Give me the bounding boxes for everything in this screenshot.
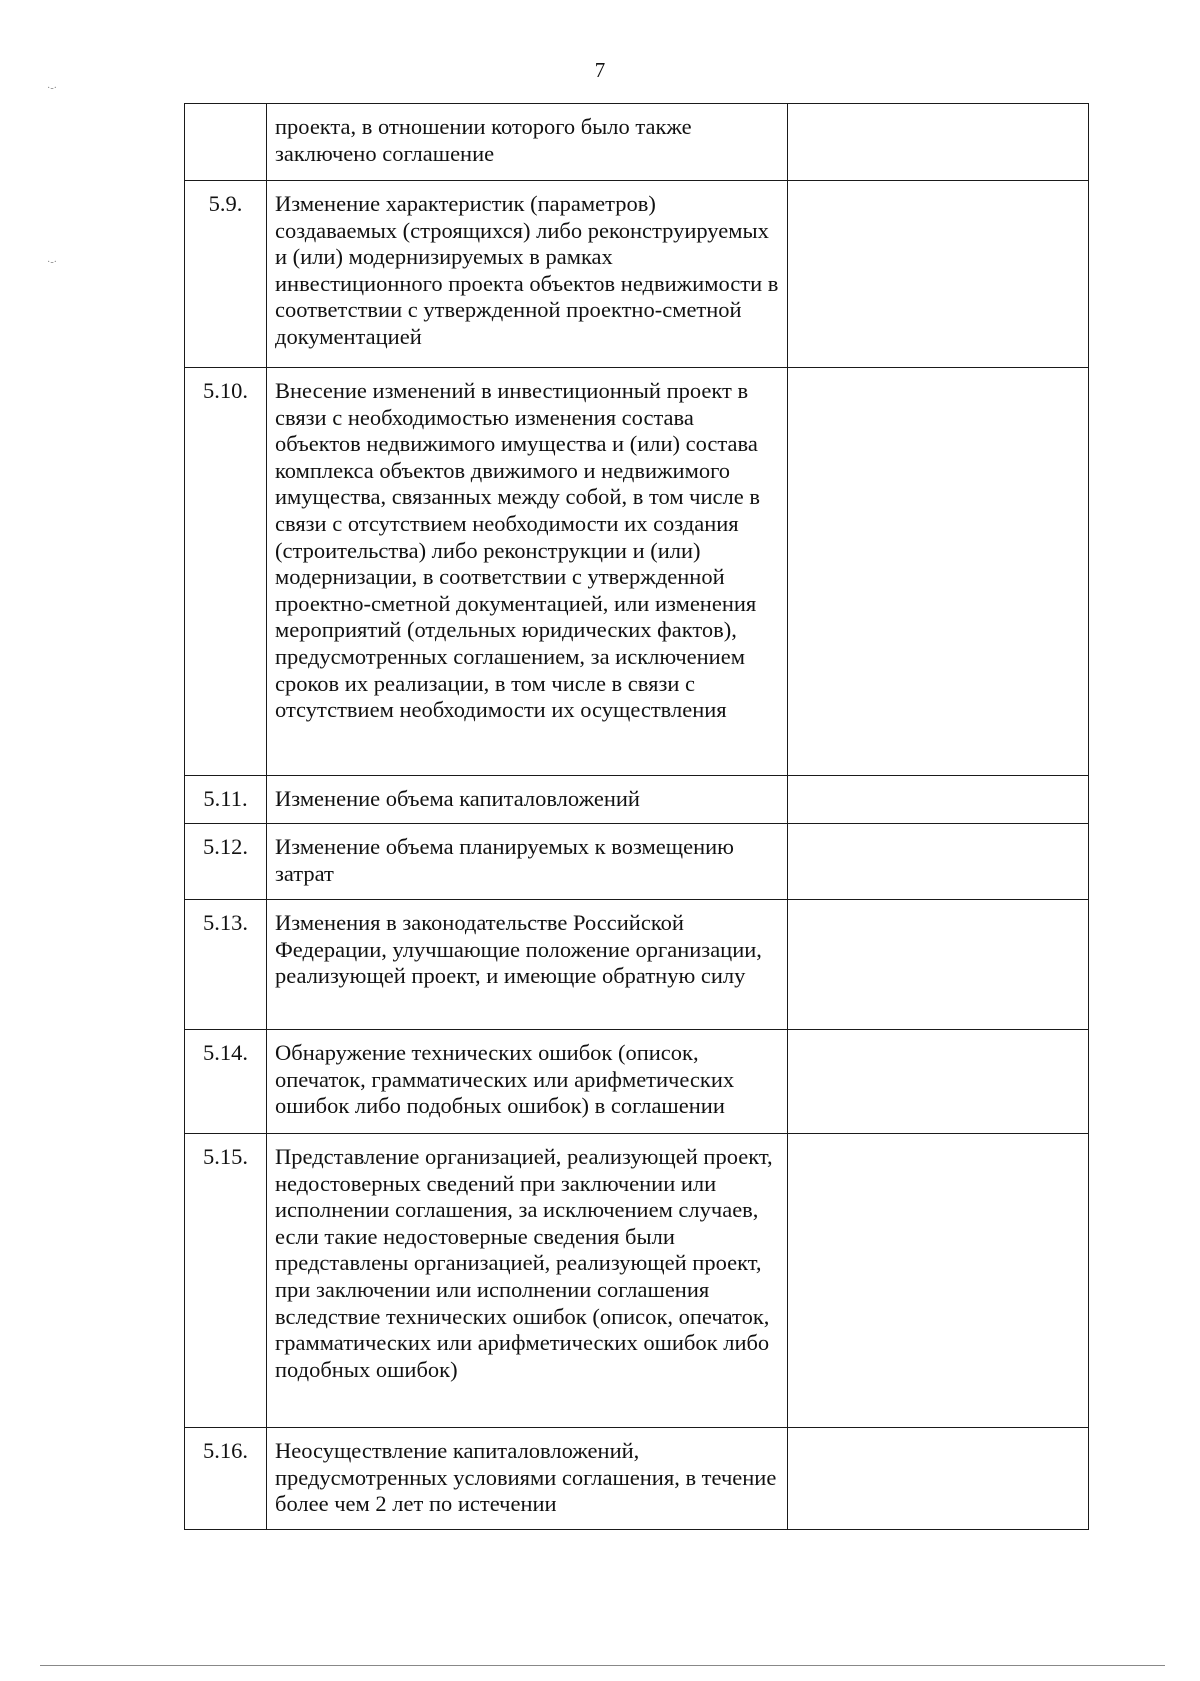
table-row <box>185 181 1089 368</box>
row-empty-cell <box>788 900 1089 1030</box>
row-empty-cell <box>788 1428 1089 1530</box>
row-text: Изменение объема планируемых к возмещению затрат <box>267 824 788 900</box>
row-number: 5.11. <box>185 776 267 824</box>
row-empty-cell <box>788 824 1089 900</box>
row-number: 5.16. <box>185 1428 267 1530</box>
row-empty-cell <box>788 1134 1089 1428</box>
row-text: Обнаружение технических ошибок (описок, опечаток, грамматических или арифметических ошибок либо подобных ошибок) в соглашении <box>267 1030 788 1134</box>
row-empty-cell <box>788 368 1089 776</box>
page-bottom-rule <box>40 1665 1165 1666</box>
row-number: 5.9. <box>185 181 267 368</box>
document-table <box>184 103 1089 1530</box>
scan-mark: ·-· <box>47 257 57 268</box>
row-number: 5.14. <box>185 1030 267 1134</box>
row-text: проекта, в отношении которого было также заключено соглашение <box>267 104 788 181</box>
row-number <box>185 104 267 181</box>
row-text: Неосуществление капиталовложений, предусмотренных условиями соглашения, в течение более чем 2 лет по истечении <box>267 1428 788 1530</box>
row-number: 5.13. <box>185 900 267 1030</box>
table-row <box>185 104 1089 181</box>
table-row <box>185 1030 1089 1134</box>
row-text: Представление организацией, реализующей проект, недостоверных сведений при заключении или исполнении соглашения, за исключением случаев, если такие недостоверные сведения были представлены организацией, реализующей проект, при заключении или исполнении соглашения вследствие технических ошибок (описок, опечаток, грамматических или арифметических ошибок либо подобных ошибок) <box>267 1134 788 1428</box>
row-number: 5.10. <box>185 368 267 776</box>
row-text: Изменение объема капиталовложений <box>267 776 788 824</box>
table-row <box>185 824 1089 900</box>
row-text: Изменение характеристик (параметров) создаваемых (строящихся) либо реконструируемых и (или) модернизируемых в рамках инвестиционного проекта объектов недвижимости в соответствии с утвержденной проектно-сметной документацией <box>267 181 788 368</box>
table-row <box>185 1428 1089 1530</box>
row-empty-cell <box>788 104 1089 181</box>
row-empty-cell <box>788 181 1089 368</box>
row-empty-cell <box>788 776 1089 824</box>
page-number: 7 <box>594 58 606 82</box>
table-row <box>185 776 1089 824</box>
row-number: 5.12. <box>185 824 267 900</box>
table-row <box>185 1134 1089 1428</box>
row-number: 5.15. <box>185 1134 267 1428</box>
table-row <box>185 900 1089 1030</box>
scan-mark: ·-· <box>47 83 57 94</box>
row-empty-cell <box>788 1030 1089 1134</box>
table-row <box>185 368 1089 776</box>
row-text: Изменения в законодательстве Российской Федерации, улучшающие положение организации, реализующей проект, и имеющие обратную силу <box>267 900 788 1030</box>
row-text: Внесение изменений в инвестиционный проект в связи с необходимостью изменения состава объектов недвижимого имущества и (или) состава комплекса объектов движимого и недвижимого имущества, связанных между собой, в том числе в связи с отсутствием необходимости их создания (строительства) либо реконструкции и (или) модернизации, в соответствии с утвержденной проектно-сметной документацией, или изменения мероприятий (отдельных юридических фактов), предусмотренных соглашением, за исключением сроков их реализации, в том числе в связи с отсутствием необходимости их осуществления <box>267 368 788 776</box>
